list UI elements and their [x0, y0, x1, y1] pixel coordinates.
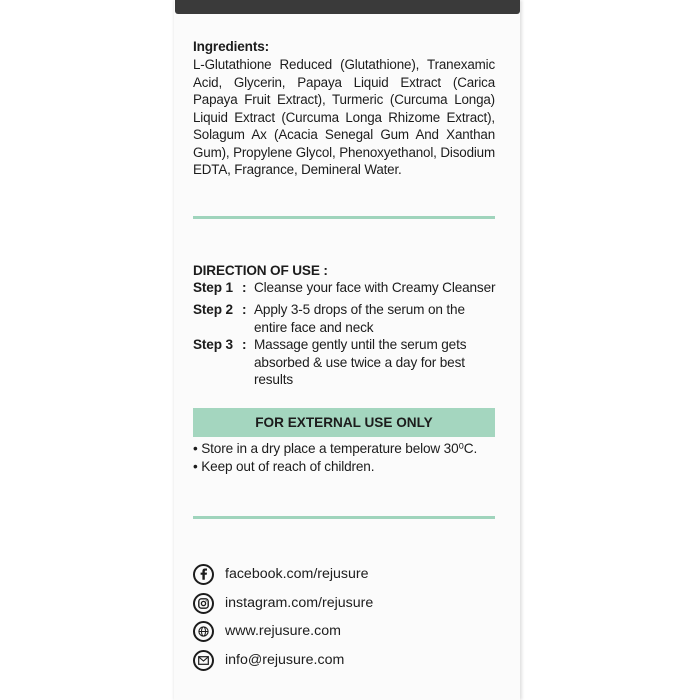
ingredients-text: L-Glutathione Reduced (Glutathione), Tranexamic Acid, Glycerin, Papaya Liquid Extract (Carica Papaya Fruit Extract), Turmeric (Curcuma Longa) Liquid Extract (Curcuma Longa Rhizome Extract), Solagum Ax (Acacia Senegal Gum And Xanthan Gum), Propylene Glycol, Phenoxyethanol, Disodium EDTA, Fragrance, Demineral Water.: [193, 57, 495, 177]
step-text: Cleanse your face with Creamy Cleanser: [254, 280, 496, 295]
box-top-cap: [175, 0, 520, 14]
contact-text: instagram.com/rejusure: [225, 595, 374, 611]
step-label: Step 3: [193, 337, 233, 352]
direction-step-3: Step 3 : Massage gently until the serum gets absorbed & use twice a day for best results: [193, 336, 498, 389]
contact-instagram: [193, 591, 373, 615]
contact-text: www.rejusure.com: [225, 623, 341, 639]
facebook-icon: [193, 564, 214, 585]
contact-text: info@rejusure.com: [225, 652, 345, 668]
direction-step-2: Step 2 : Apply 3-5 drops of the serum on the entire face and neck: [193, 301, 498, 336]
contact-text: facebook.com/rejusure: [225, 566, 369, 582]
divider: [193, 516, 495, 519]
instagram-icon: [193, 593, 214, 614]
globe-icon: [193, 621, 214, 642]
step-text: Massage gently until the serum gets absorbed & use twice a day for best results: [254, 337, 467, 387]
storage-note: • Store in a dry place a temperature below 30⁰C.: [193, 441, 478, 456]
mail-icon: [193, 650, 214, 671]
external-use-banner: FOR EXTERNAL USE ONLY: [193, 408, 495, 437]
ingredients-title: Ingredients:: [193, 39, 269, 54]
step-label: Step 1: [193, 280, 233, 295]
directions-title: DIRECTION OF USE :: [193, 263, 328, 278]
step-text: Apply 3-5 drops of the serum on the entire face and neck: [254, 302, 465, 335]
divider: [193, 216, 495, 219]
children-note: • Keep out of reach of children.: [193, 459, 375, 474]
direction-step-1: Step 1 : Cleanse your face with Creamy Cleanser: [193, 279, 498, 297]
contact-facebook: [193, 562, 369, 586]
contact-website: [193, 619, 341, 643]
contact-email: [193, 648, 344, 672]
step-label: Step 2: [193, 302, 233, 317]
